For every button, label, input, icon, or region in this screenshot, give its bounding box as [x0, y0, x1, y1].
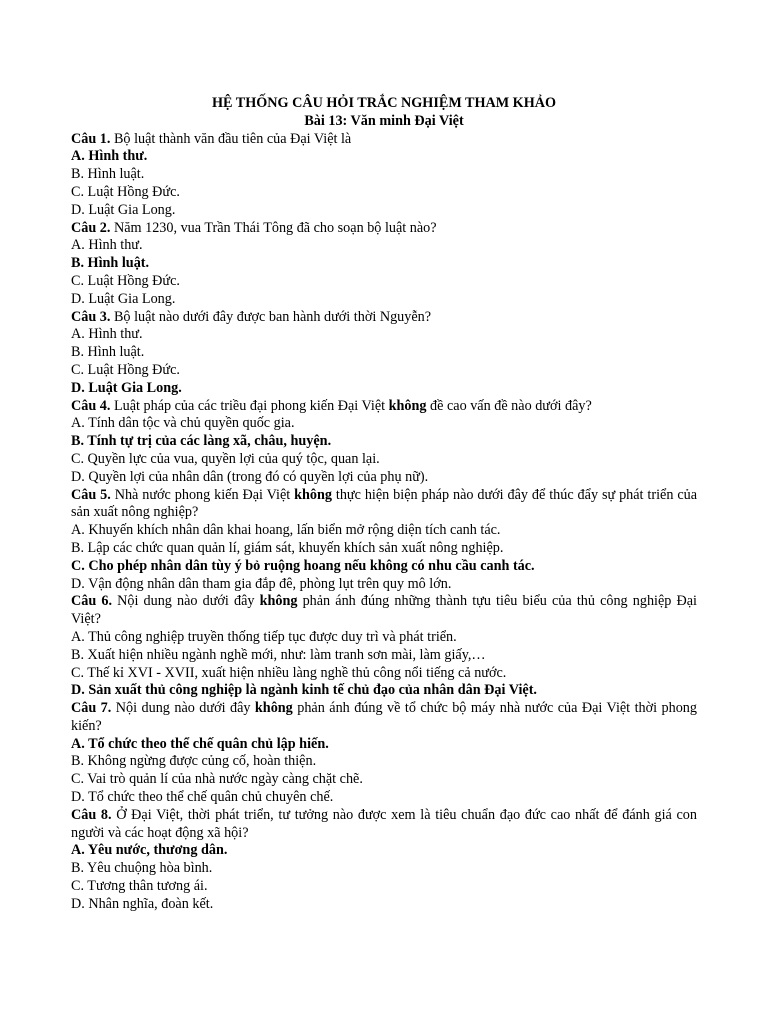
question-emphasis: không: [259, 593, 298, 610]
answer-option: C. Luật Hồng Đức.: [71, 361, 180, 378]
answer-option: A. Tính dân tộc và chủ quyền quốc gia.: [71, 415, 295, 432]
question-emphasis: không: [254, 700, 293, 717]
answer-option: B. Yêu chuộng hòa bình.: [71, 860, 213, 877]
answer-option: D. Luật Gia Long.: [71, 201, 176, 218]
answer-option: A. Hình thư.: [71, 237, 143, 254]
question-text: Ở Đại Việt, thời phát triển, tư tưởng nào được xem là tiêu chuẩn đạo đức cao nhất để đánh giá con người và các hoạt động xã hội?: [71, 806, 697, 841]
question-number: Câu 1.: [71, 130, 111, 147]
answer-option-correct: A. Yêu nước, thương dân.: [71, 842, 228, 859]
answer-option: D. Luật Gia Long.: [71, 290, 176, 307]
question-number: Câu 5.: [71, 486, 111, 503]
answer-option: D. Quyền lợi của nhân dân (trong đó có quyền lợi của phụ nữ).: [71, 468, 429, 485]
question-list: [71, 131, 697, 914]
answer-option-correct: D. Luật Gia Long.: [71, 379, 182, 396]
question-stem: [71, 398, 697, 416]
question-number: Câu 7.: [71, 700, 112, 717]
answer-option: C. Vai trò quản lí của nhà nước ngày càng chặt chẽ.: [71, 771, 363, 788]
answer-option: C. Quyền lực của vua, quyền lợi của quý tộc, quan lại.: [71, 450, 380, 467]
answer-option: C. Luật Hồng Đức.: [71, 183, 180, 200]
question-text: đề cao vấn đề nào dưới đây?: [426, 397, 592, 414]
answer-option-correct: D. Sản xuất thủ công nghiệp là ngành kinh tế chủ đạo của nhân dân Đại Việt.: [71, 682, 537, 699]
question-text: Năm 1230, vua Trần Thái Tông đã cho soạn bộ luật nào?: [110, 219, 437, 236]
answer-option-correct: A. Hình thư.: [71, 148, 148, 165]
question-stem: [71, 220, 697, 238]
answer-option: D. Nhân nghĩa, đoàn kết.: [71, 895, 214, 912]
question-block: [71, 700, 697, 807]
question-stem: [71, 807, 697, 843]
question-text: Bộ luật thành văn đầu tiên của Đại Việt là: [110, 130, 352, 147]
question-stem: [71, 700, 697, 736]
document-page: [71, 95, 697, 914]
question-emphasis: không: [294, 486, 332, 503]
answer-option: D. Tổ chức theo thể chế quân chủ chuyên chế.: [71, 789, 334, 806]
answer-option-correct: B. Hình luật.: [71, 255, 150, 272]
question-number: Câu 6.: [71, 593, 112, 610]
question-block: [71, 807, 697, 914]
question-text: thực hiện biện pháp nào dưới đây để thúc đẩy sự phát triển của sản xuất nông nghiệp?: [71, 486, 698, 521]
question-block: [71, 131, 697, 220]
answer-option: C. Tương thân tương ái.: [71, 878, 208, 895]
answer-option: B. Hình luật.: [71, 166, 145, 183]
question-number: Câu 4.: [71, 397, 111, 414]
question-text: Luật pháp của các triều đại phong kiến Đại Việt: [110, 397, 389, 414]
answer-option-correct: A. Tổ chức theo thể chế quân chủ lập hiến.: [71, 735, 329, 752]
question-stem: [71, 487, 697, 523]
question-block: [71, 487, 697, 594]
question-number: Câu 3.: [71, 308, 111, 325]
question-number: Câu 8.: [71, 806, 112, 823]
answer-option: A. Khuyến khích nhân dân khai hoang, lấn biển mở rộng diện tích canh tác.: [71, 522, 501, 539]
answer-option-correct: B. Tính tự trị của các làng xã, châu, huyện.: [71, 433, 332, 450]
answer-option: B. Xuất hiện nhiều ngành nghề mới, như: làm tranh sơn mài, làm giấy,…: [71, 646, 486, 663]
question-text: phản ánh đúng những thành tựu tiêu biểu của thủ công nghiệp Đại Việt?: [71, 593, 697, 628]
question-emphasis: không: [388, 397, 427, 414]
question-stem: [71, 593, 697, 629]
answer-option-correct: C. Cho phép nhân dân tùy ý bỏ ruộng hoang nếu không có nhu cầu canh tác.: [71, 557, 535, 574]
question-text: phản ánh đúng về tổ chức bộ máy nhà nước của Đại Việt thời phong kiến?: [71, 700, 697, 734]
document-title: HỆ THỐNG CÂU HỎI TRẮC NGHIỆM THAM KHẢO: [211, 95, 557, 111]
answer-option: B. Lập các chức quan quản lí, giám sát, khuyến khích sản xuất nông nghiệp.: [71, 539, 504, 556]
question-text: Nhà nước phong kiến Đại Việt: [110, 486, 295, 503]
question-block: [71, 593, 697, 700]
answer-option: C. Luật Hồng Đức.: [71, 272, 180, 289]
answer-option: A. Hình thư.: [71, 326, 143, 343]
question-stem: [71, 309, 697, 327]
question-text: Nội dung nào dưới đây: [112, 593, 260, 610]
question-block: [71, 220, 697, 309]
question-block: [71, 398, 697, 487]
question-number: Câu 2.: [71, 219, 111, 236]
answer-option: A. Thủ công nghiệp truyền thống tiếp tục được duy trì và phát triển.: [71, 628, 457, 645]
question-text: Bộ luật nào dưới đây được ban hành dưới thời Nguyễn?: [110, 308, 432, 325]
question-text: Nội dung nào dưới đây: [111, 700, 255, 717]
question-block: [71, 309, 697, 398]
document-subtitle: Bài 13: Văn minh Đại Việt: [304, 112, 464, 129]
answer-option: D. Vận động nhân dân tham gia đắp đê, phòng lụt trên quy mô lớn.: [71, 575, 452, 592]
answer-option: C. Thế kỉ XVI - XVII, xuất hiện nhiều làng nghề thủ công nổi tiếng cả nước.: [71, 664, 507, 681]
answer-option: B. Không ngừng được củng cố, hoàn thiện.: [71, 753, 317, 770]
answer-option: B. Hình luật.: [71, 344, 145, 361]
question-stem: [71, 131, 697, 149]
